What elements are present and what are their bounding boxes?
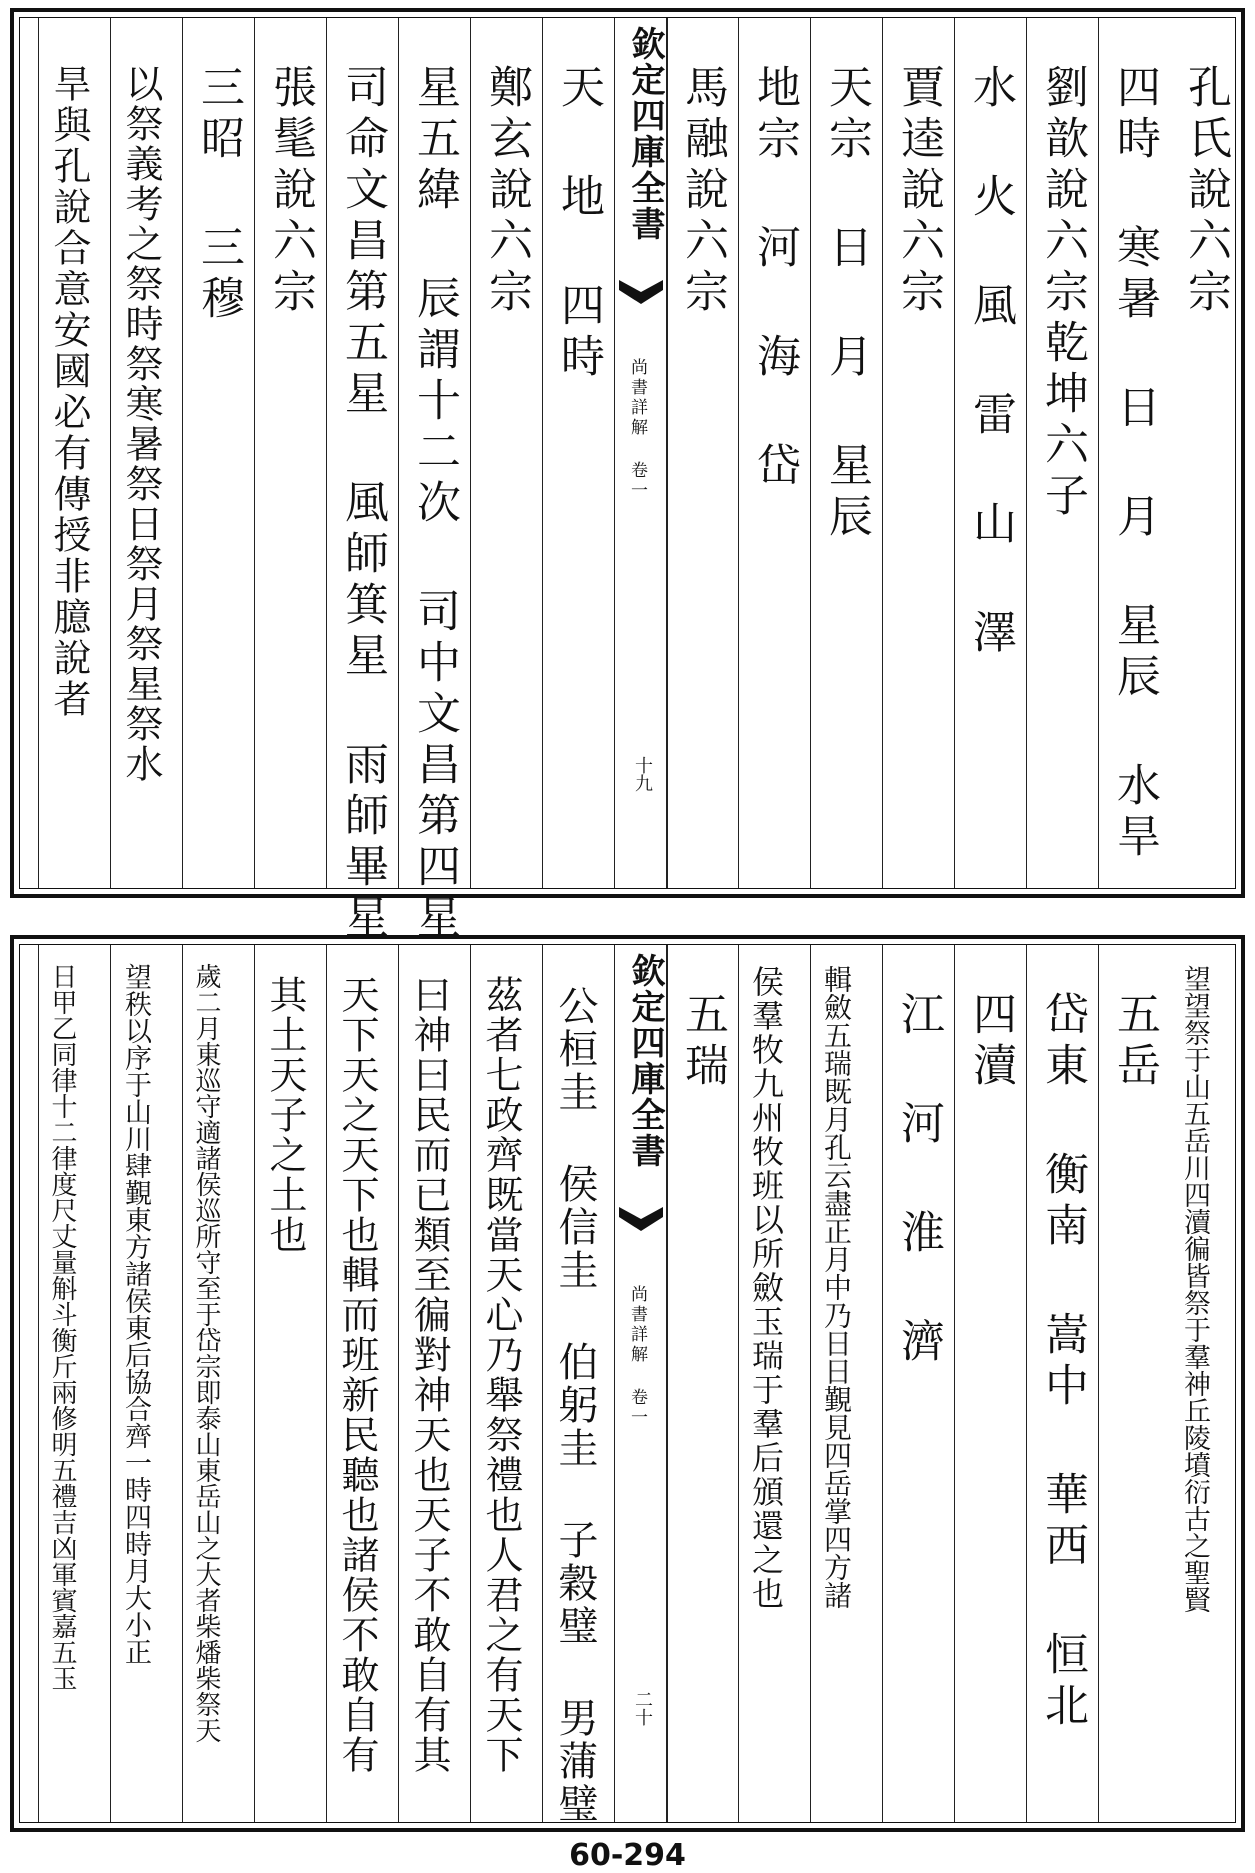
text-column (326, 18, 399, 945)
text-column (882, 945, 955, 1822)
column-text: 歲二月東巡守適諸侯巡所守至于岱宗即泰山東岳山之大者柴燔柴祭天 (191, 963, 221, 1743)
text-column (666, 18, 739, 888)
column-text: 曰神曰民而已類至徧對神天也天子不敢自有其 (407, 975, 451, 1775)
column-text: 江 河 淮 濟 (893, 991, 944, 1369)
text-column (1098, 945, 1171, 1822)
text-column (1026, 18, 1099, 888)
fish-tail-mark-icon (619, 1207, 663, 1231)
column-text: 鄭玄說六宗 (481, 64, 532, 319)
text-column (666, 945, 739, 1822)
text-column (326, 945, 399, 1822)
column-text: 水 火 風 雷 山 澤 (965, 64, 1016, 660)
text-column (1170, 945, 1242, 1822)
page-label: 60-294 (569, 1838, 686, 1873)
text-column (882, 18, 955, 888)
page-number: 十九 (632, 756, 653, 792)
column-text: 四時 寒暑 日 月 星辰 水旱 (1109, 64, 1160, 864)
text-column (38, 18, 111, 888)
page-number: 二十 (632, 1690, 653, 1726)
text-column (110, 945, 183, 1822)
column-text: 天 地 四時 (553, 64, 604, 384)
top-page (10, 8, 1245, 945)
text-column (810, 945, 883, 1822)
text-column (542, 18, 615, 888)
column-text: 張髦說六宗 (265, 64, 316, 319)
column-text: 輯斂五瑞既月孔云盡正月中乃日日覲見四岳掌四方諸 (820, 965, 853, 1609)
text-column (398, 945, 471, 1822)
center-spine (614, 18, 668, 888)
text-column (470, 18, 543, 888)
top-page-frame (19, 17, 1236, 945)
text-column (254, 18, 327, 888)
column-text: 四瀆 (965, 991, 1016, 1093)
text-column (470, 945, 543, 1822)
column-text: 星五緯 辰謂十二次 司中文昌第四星 (409, 64, 460, 945)
column-text: 天宗 日 月 星辰 (821, 64, 872, 544)
column-text: 旱與孔說合意安國必有傳授非臆說者 (47, 64, 91, 720)
column-text: 望秩以序于山川肆覲東方諸侯東后協合齊一時四時月大小正 (120, 963, 151, 1665)
column-text: 司命文昌第五星 風師箕星 雨師畢星 (337, 64, 388, 945)
column-text: 以祭義考之祭時祭寒暑祭日祭月祭星祭水 (119, 64, 163, 784)
book-title: 欽定四庫全書 (625, 26, 665, 242)
text-column (810, 18, 883, 888)
column-text: 其土天子之土也 (263, 975, 307, 1255)
column-text: 五瑞 (677, 991, 728, 1093)
column-text: 孔氏說六宗 (1180, 64, 1231, 319)
bottom-page-frame (19, 944, 1236, 1826)
text-column (542, 945, 615, 1826)
text-column (38, 945, 111, 1822)
center-spine (614, 945, 668, 1822)
book-subtitle: 尚書詳解 卷一 (627, 358, 647, 501)
column-text: 劉歆說六宗乾坤六子 (1037, 64, 1088, 523)
text-column (182, 18, 255, 888)
text-column (1026, 945, 1099, 1822)
book-subtitle: 尚書詳解 卷一 (627, 1285, 647, 1428)
text-column (398, 18, 471, 945)
text-column (738, 18, 811, 888)
column-text: 望望祭于山五岳川四瀆徧皆祭于羣神丘陵墳衍古之聖賢 (1179, 965, 1210, 1613)
book-title: 欽定四庫全書 (625, 953, 665, 1169)
column-text: 賈逵說六宗 (893, 64, 944, 319)
column-text: 日甲乙同律十二律度尺丈量斛斗衡斤兩修明五禮吉凶軍賓嘉五玉 (47, 963, 77, 1691)
bottom-page (10, 935, 1245, 1832)
text-column (738, 945, 811, 1822)
fish-tail-mark-icon (619, 280, 663, 304)
text-column (110, 18, 183, 888)
text-column (1170, 18, 1242, 888)
column-text: 天下天之天下也輯而班新民聽也諸侯不敢自有 (335, 975, 379, 1775)
column-text: 岱東 衡南 嵩中 華西 恒北 (1037, 991, 1088, 1733)
column-text: 地宗 河 海 岱 (749, 64, 800, 493)
column-text: 五岳 (1109, 991, 1160, 1093)
column-text: 三昭 三穆 (193, 64, 244, 326)
text-column (954, 18, 1027, 888)
column-text: 茲者七政齊既當天心乃舉祭禮也人君之有天下 (479, 975, 523, 1775)
text-column (182, 945, 255, 1822)
text-column (1098, 18, 1171, 888)
column-text: 馬融說六宗 (677, 64, 728, 319)
text-column (954, 945, 1027, 1822)
column-text: 侯羣牧九州牧班以所斂玉瑞于羣后頒還之也 (747, 965, 785, 1611)
column-text: 公桓圭 侯信圭 伯躬圭 子穀璧 男蒲璧 (552, 985, 598, 1826)
text-column (254, 945, 327, 1822)
